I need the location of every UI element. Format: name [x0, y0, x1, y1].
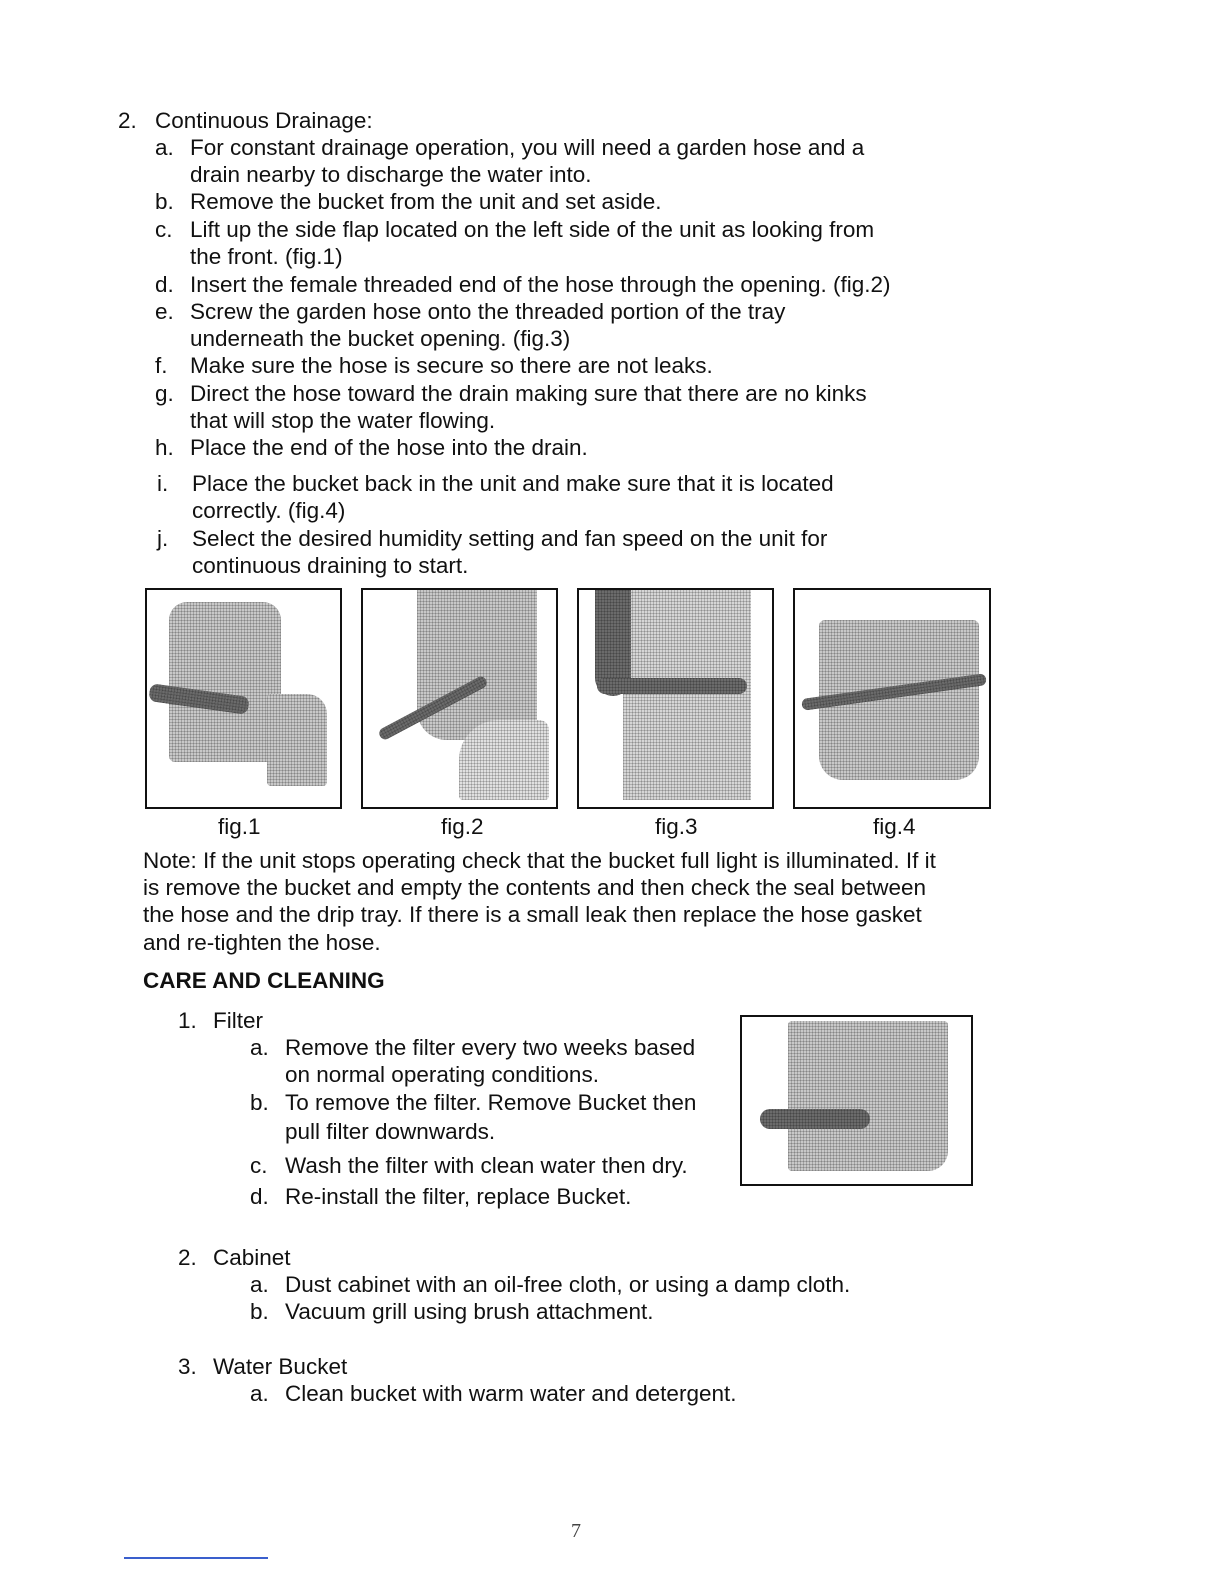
step-text: the front. (fig.1) [190, 244, 343, 269]
care-heading: CARE AND CLEANING [143, 968, 385, 993]
step-text: Dust cabinet with an oil-free cloth, or using a damp cloth. [285, 1272, 851, 1297]
step-marker: b. [250, 1090, 269, 1115]
bucket [459, 720, 549, 800]
step-text: on normal operating conditions. [285, 1062, 599, 1087]
step-marker: a. [250, 1035, 269, 1060]
step-marker: h. [155, 435, 174, 460]
step-text: Direct the hose toward the drain making sure that there are no kinks [190, 381, 867, 406]
figure-2-caption: fig.2 [441, 814, 484, 839]
side-flap [267, 694, 327, 786]
step-text: Lift up the side flap located on the left side of the unit as looking from [190, 217, 875, 242]
step-marker: i. [157, 471, 169, 496]
page-number: 7 [571, 1520, 581, 1542]
step-marker: f. [155, 353, 168, 378]
step-marker: a. [250, 1381, 269, 1406]
figure-1-caption: fig.1 [218, 814, 261, 839]
step-marker: b. [250, 1299, 269, 1324]
care-item-number: 1. [178, 1008, 197, 1033]
step-text: Select the desired humidity setting and fan speed on the unit for [192, 526, 828, 551]
dehumidifier-body [623, 590, 751, 800]
step-text: Re-install the filter, replace Bucket. [285, 1184, 632, 1209]
step-marker: j. [157, 526, 169, 551]
step-text: Wash the filter with clean water then dry. [285, 1153, 688, 1178]
section-number: 2. [118, 108, 137, 133]
care-item-number: 2. [178, 1245, 197, 1270]
step-text: Place the end of the hose into the drain. [190, 435, 588, 460]
dehumidifier-body [169, 602, 281, 762]
care-item-number: 3. [178, 1354, 197, 1379]
step-text: Make sure the hose is secure so there are not leaks. [190, 353, 713, 378]
footer-rule [124, 1557, 268, 1559]
step-marker: a. [250, 1272, 269, 1297]
filter-figure [740, 1015, 973, 1186]
step-marker: d. [250, 1184, 269, 1209]
note-line: is remove the bucket and empty the contents and then check the seal between [143, 875, 926, 900]
step-text: Screw the garden hose onto the threaded portion of the tray [190, 299, 786, 324]
note-line: the hose and the drip tray. If there is a small leak then replace the hose gasket [143, 902, 922, 927]
step-text: pull filter downwards. [285, 1119, 496, 1144]
step-text: Remove the filter every two weeks based [285, 1035, 696, 1060]
step-text: underneath the bucket opening. (fig.3) [190, 326, 571, 351]
step-marker: d. [155, 272, 174, 297]
step-text: Clean bucket with warm water and detergent. [285, 1381, 737, 1406]
step-text: correctly. (fig.4) [192, 498, 346, 523]
figure-1 [145, 588, 342, 809]
section-title: Continuous Drainage: [155, 108, 373, 133]
step-text: Remove the bucket from the unit and set aside. [190, 189, 662, 214]
figure-3-caption: fig.3 [655, 814, 698, 839]
step-marker: c. [250, 1153, 268, 1178]
care-item-title: Filter [213, 1008, 263, 1033]
step-text: To remove the filter. Remove Bucket then [285, 1090, 697, 1115]
note-line: and re-tighten the hose. [143, 930, 381, 955]
step-text: drain nearby to discharge the water into. [190, 162, 592, 187]
hose [597, 678, 747, 694]
care-item-title: Water Bucket [213, 1354, 348, 1379]
step-text: Place the bucket back in the unit and make sure that it is located [192, 471, 834, 496]
figure-2 [361, 588, 558, 809]
filter [760, 1109, 870, 1129]
step-marker: c. [155, 217, 173, 242]
step-text: For constant drainage operation, you will need a garden hose and a [190, 135, 865, 160]
step-text: Insert the female threaded end of the hose through the opening. (fig.2) [190, 272, 891, 297]
care-item-title: Cabinet [213, 1245, 291, 1270]
note-line: Note: If the unit stops operating check that the bucket full light is illuminated. If it [143, 848, 936, 873]
figure-4 [793, 588, 991, 809]
step-text: continuous draining to start. [192, 553, 469, 578]
step-text: that will stop the water flowing. [190, 408, 496, 433]
dehumidifier-body [788, 1021, 948, 1171]
step-marker: e. [155, 299, 174, 324]
step-marker: g. [155, 381, 174, 406]
step-marker: b. [155, 189, 174, 214]
figure-3 [577, 588, 774, 809]
step-marker: a. [155, 135, 174, 160]
dehumidifier-body [417, 590, 537, 740]
figure-4-caption: fig.4 [873, 814, 916, 839]
step-text: Vacuum grill using brush attachment. [285, 1299, 654, 1324]
